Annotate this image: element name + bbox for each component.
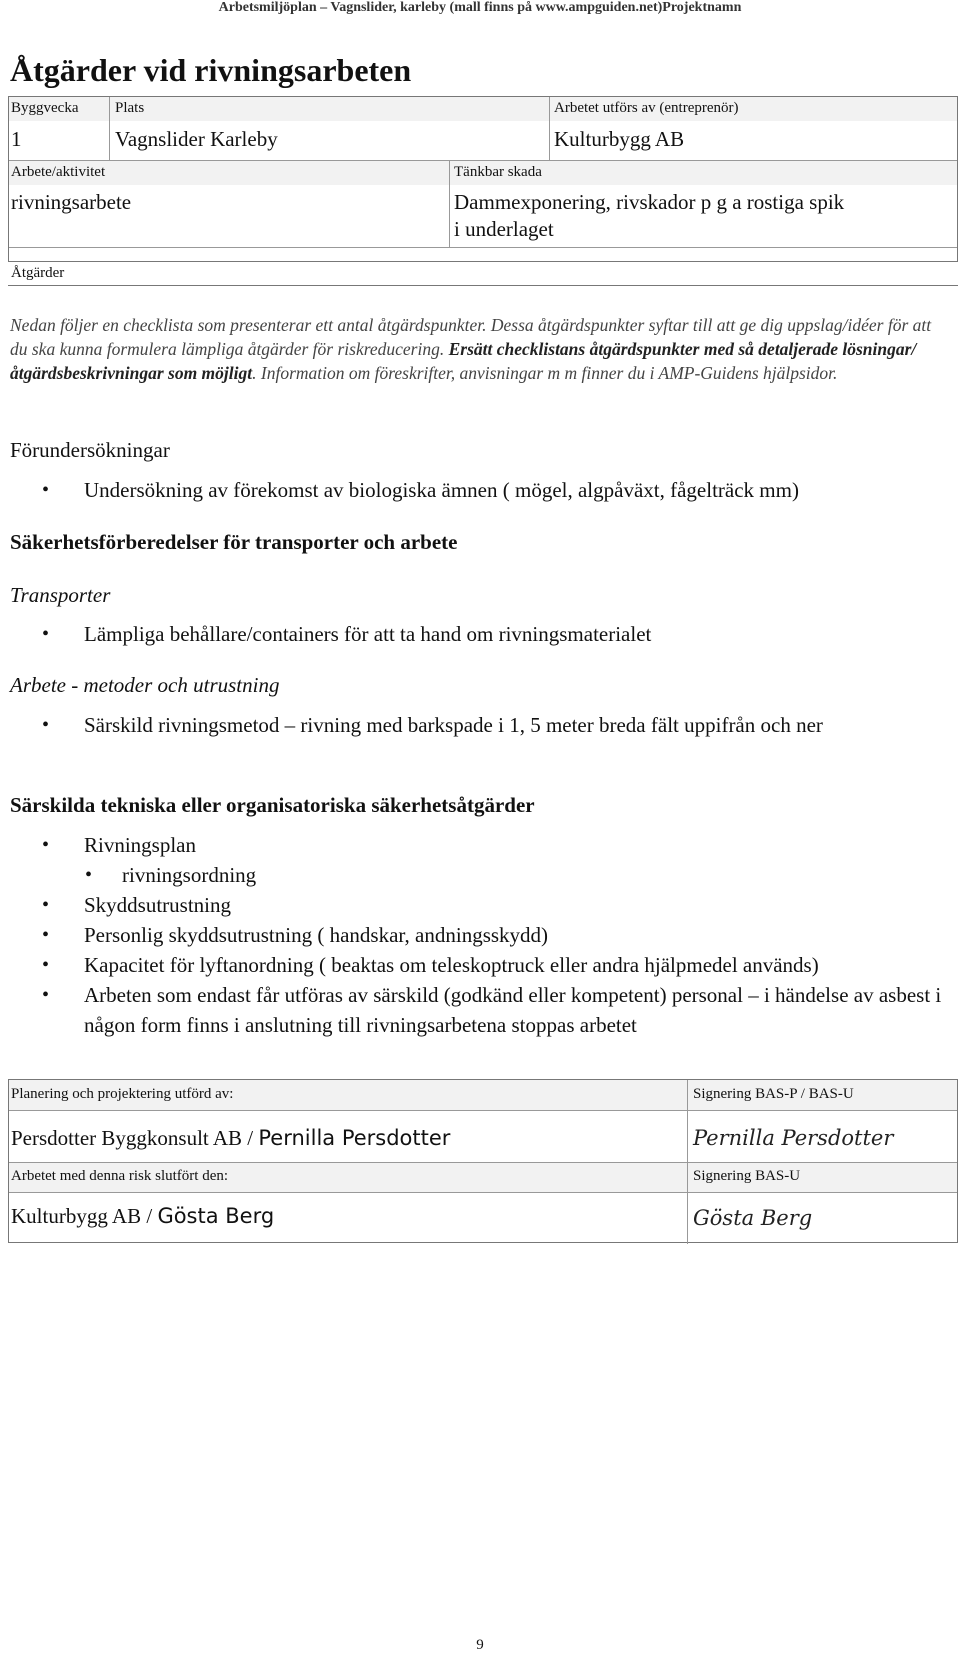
page-number: 9 — [476, 1637, 484, 1653]
heading-forundersokningar: Förundersökningar — [10, 438, 170, 462]
list-item: • Skyddsutrustning — [42, 893, 232, 917]
planering-label: Planering och projektering utförd av: — [11, 1086, 234, 1102]
list-item: • rivningsordning — [85, 863, 257, 887]
info-form — [8, 96, 958, 281]
utfors-label: Arbetet utförs av (entreprenör) — [554, 100, 739, 116]
byggvecka-value: 1 — [11, 127, 22, 151]
list-item: • Personlig skyddsutrustning ( handskar, andningsskydd) — [42, 923, 549, 947]
list-transporter — [10, 619, 950, 649]
skada-value-line1: Dammexponering, rivskador p g a rostiga spik — [454, 190, 845, 214]
list-item: • Undersökning av förekomst av biologiska ämnen ( mögel, algpåväxt, fågelträck mm) — [42, 478, 799, 502]
intro-bold: Ersätt checklistans åtgärdspunkter med så detaljerade lösningar/åtgärdsbeskrivningar som möjligt — [10, 339, 917, 383]
intro-part3: . Information om föreskrifter, anvisningar m m finner du i AMP-Guidens hjälpsidor. — [252, 363, 838, 383]
plats-label: Plats — [115, 100, 145, 116]
planering-person: Pernilla Persdotter — [258, 1126, 451, 1150]
list-item: • Lämpliga behållare/containers för att ta hand om rivningsmaterialet — [42, 622, 652, 646]
skada-label: Tänkbar skada — [454, 164, 542, 180]
list-item: • Särskild rivningsmetod – rivning med barkspade i 1, 5 meter breda fält uppifrån och ner — [42, 713, 823, 737]
slutfort-company: Kulturbygg AB / — [11, 1204, 158, 1228]
atgarder-label: Åtgärder — [11, 265, 65, 281]
heading-sakerhet: Säkerhetsförberedelser för transporter och arbete — [10, 530, 458, 554]
byggvecka-label: Byggvecka — [11, 100, 79, 116]
plats-value: Vagnslider Karleby — [115, 127, 278, 151]
slutfort-value — [11, 1204, 274, 1229]
list-item: • Arbeten som endast får utföras av särskild (godkänd eller kompetent) personal – i händelse av asbest i någon form finns i anslutning till rivningsarbetena stoppas arbetet — [42, 983, 942, 1037]
signering2-label: Signering BAS-U — [693, 1168, 801, 1184]
signature-2: Gösta Berg — [693, 1206, 813, 1230]
intro-text — [10, 313, 945, 385]
signature-1: Pernilla Persdotter — [693, 1126, 894, 1150]
list-forundersokningar — [10, 475, 950, 505]
arbete-label: Arbete/aktivitet — [11, 164, 106, 180]
heading-arbete: Arbete - metoder och utrustning — [10, 673, 280, 697]
signoff-table — [8, 1079, 958, 1243]
signering1-label: Signering BAS-P / BAS-U — [693, 1086, 854, 1102]
list-sarskilda — [10, 830, 950, 1040]
intro-part1: Nedan följer en checklista som presenterar ett antal åtgärdspunkter. Dessa åtgärdspunkter syftar till att ge dig uppslag/idéer för att du ska kunna formulera lämpliga åtgärder för riskreducering. — [10, 315, 932, 359]
page-header: Arbetsmiljöplan – Vagnslider, karleby (mall finns på www.ampguiden.net)Projektnamn — [218, 0, 742, 15]
list-arbete — [10, 710, 950, 740]
heading-transporter: Transporter — [10, 583, 111, 607]
list-item: • Rivningsplan — [42, 833, 197, 857]
planering-value — [11, 1126, 450, 1151]
utfors-value: Kulturbygg AB — [554, 127, 685, 151]
page-title: Åtgärder vid rivningsarbeten — [10, 52, 412, 88]
heading-sarskilda: Särskilda tekniska eller organisatoriska säkerhetsåtgärder — [10, 793, 535, 817]
skada-value-line2: i underlaget — [454, 217, 554, 241]
slutfort-person: Gösta Berg — [157, 1204, 275, 1228]
slutfort-label: Arbetet med denna risk slutfört den: — [11, 1168, 229, 1184]
arbete-value: rivningsarbete — [11, 190, 132, 214]
list-item: • Kapacitet för lyftanordning ( beaktas om teleskoptruck eller andra hjälpmedel används) — [42, 953, 819, 977]
planering-company: Persdotter Byggkonsult AB / — [11, 1126, 259, 1150]
